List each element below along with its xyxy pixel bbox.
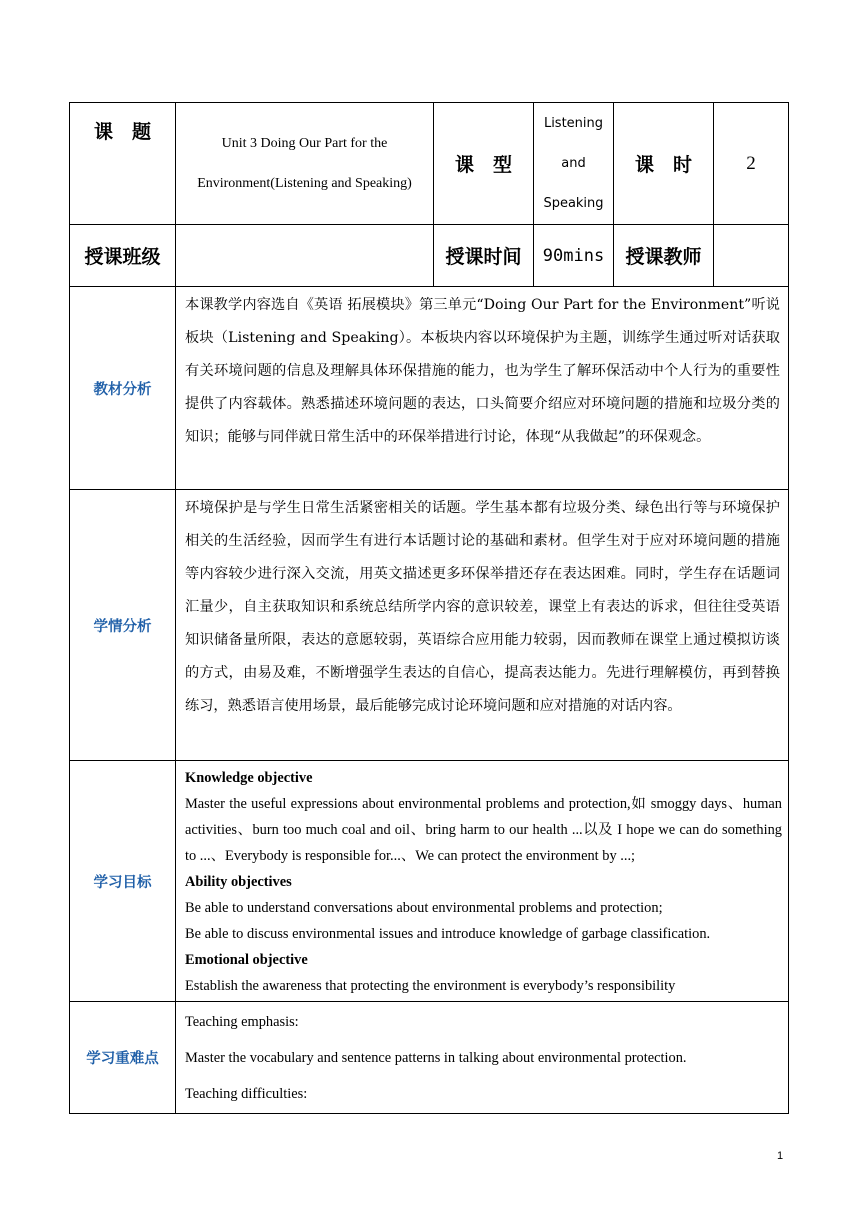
emotional-objective-text: Establish the awareness that protecting the environment is everybody’s responsibility <box>185 978 676 994</box>
material-analysis-text: 本课教学内容选自《英语 拓展模块》第三单元“Doing Our Part for the Environment”听说板块（Listening and Speaking）。本板块内容以环境保护为主题，训练学生通过听对话获取有关环境问题的信息及理解具体环保措施的能力，也为学生了解环保活动中个人行为的重要性提供了内容载体。熟悉描述环境问题的表达，口头简要介绍应对环境问题的措施和垃圾分类的知识；能够与同伴就日常生活中的环保举措进行讨论，体现“从我做起”的环保观念。 <box>176 287 789 490</box>
student-analysis-row <box>70 490 789 761</box>
student-analysis-label: 学情分析 <box>70 490 176 761</box>
hours-value: 2 <box>714 103 789 225</box>
emotional-objective-heading: Emotional objective <box>185 952 308 968</box>
type-value-line2: and <box>561 155 586 171</box>
ability-objective-line: Be able to discuss environmental issues and introduce knowledge of garbage classification. <box>185 926 711 942</box>
class-value <box>176 225 434 287</box>
key-points-content <box>176 1002 789 1114</box>
ability-objectives-heading: Ability objectives <box>185 874 292 890</box>
teaching-emphasis-text: Master the vocabulary and sentence patterns in talking about environmental protection. <box>185 1050 687 1066</box>
ability-objective-line: Be able to understand conversations about environmental problems and protection; <box>185 900 663 916</box>
time-label: 授课时间 <box>434 225 534 287</box>
type-value-line1: Listening <box>543 115 604 131</box>
type-value-line3: Speaking <box>543 195 604 211</box>
material-analysis-row <box>70 287 789 490</box>
course-title-line1: Unit 3 Doing Our Part for the <box>221 135 388 151</box>
objectives-label: 学习目标 <box>70 761 176 1002</box>
key-points-label: 学习重难点 <box>70 1002 176 1114</box>
teacher-value <box>714 225 789 287</box>
teaching-emphasis-heading: Teaching emphasis: <box>185 1014 299 1030</box>
type-label: 课 型 <box>434 103 534 225</box>
lesson-plan-table <box>69 102 789 1114</box>
course-title-line2: Environment(Listening and Speaking) <box>197 175 412 191</box>
topic-label: 课 题 <box>70 103 176 225</box>
time-value: 90mins <box>534 225 614 287</box>
student-analysis-text: 环境保护是与学生日常生活紧密相关的话题。学生基本都有垃圾分类、绿色出行等与环境保护相关的生活经验，因而学生有进行本话题讨论的基础和素材。但学生对于应对环境问题的措施等内容较少进行深入交流，用英文描述更多环保举措还存在表达困难。同时，学生存在话题词汇量少，自主获取知识和系统总结所学内容的意识较差，课堂上有表达的诉求，但往往受英语知识储备量所限，表达的意愿较弱，英语综合应用能力较弱，因而教师在课堂上通过模拟访谈的方式，由易及难，不断增强学生表达的自信心，提高表达能力。先进行理解模仿，再到替换练习，熟悉语言使用场景，最后能够完成讨论环境问题和应对措施的对话内容。 <box>176 490 789 761</box>
page-number: 1 <box>776 1150 784 1162</box>
objectives-content <box>176 761 789 1002</box>
course-title <box>176 103 434 225</box>
teacher-label: 授课教师 <box>614 225 714 287</box>
material-analysis-label: 教材分析 <box>70 287 176 490</box>
class-label: 授课班级 <box>70 225 176 287</box>
header-row-1 <box>70 103 789 225</box>
header-row-2 <box>70 225 789 287</box>
key-points-row <box>70 1002 789 1114</box>
teaching-difficulties-heading: Teaching difficulties: <box>185 1086 308 1102</box>
knowledge-objective-text: Master the useful expressions about environmental problems and protection,如 smoggy days、human activities、burn too much coal and oil、bring harm to our health ...以及 I hope we can do something to ...、Everybody is responsible for...、We can protect the environment by ...; <box>185 796 782 864</box>
hours-label: 课 时 <box>614 103 714 225</box>
type-value <box>534 103 614 225</box>
objectives-row <box>70 761 789 1002</box>
knowledge-objective-heading: Knowledge objective <box>185 770 313 786</box>
